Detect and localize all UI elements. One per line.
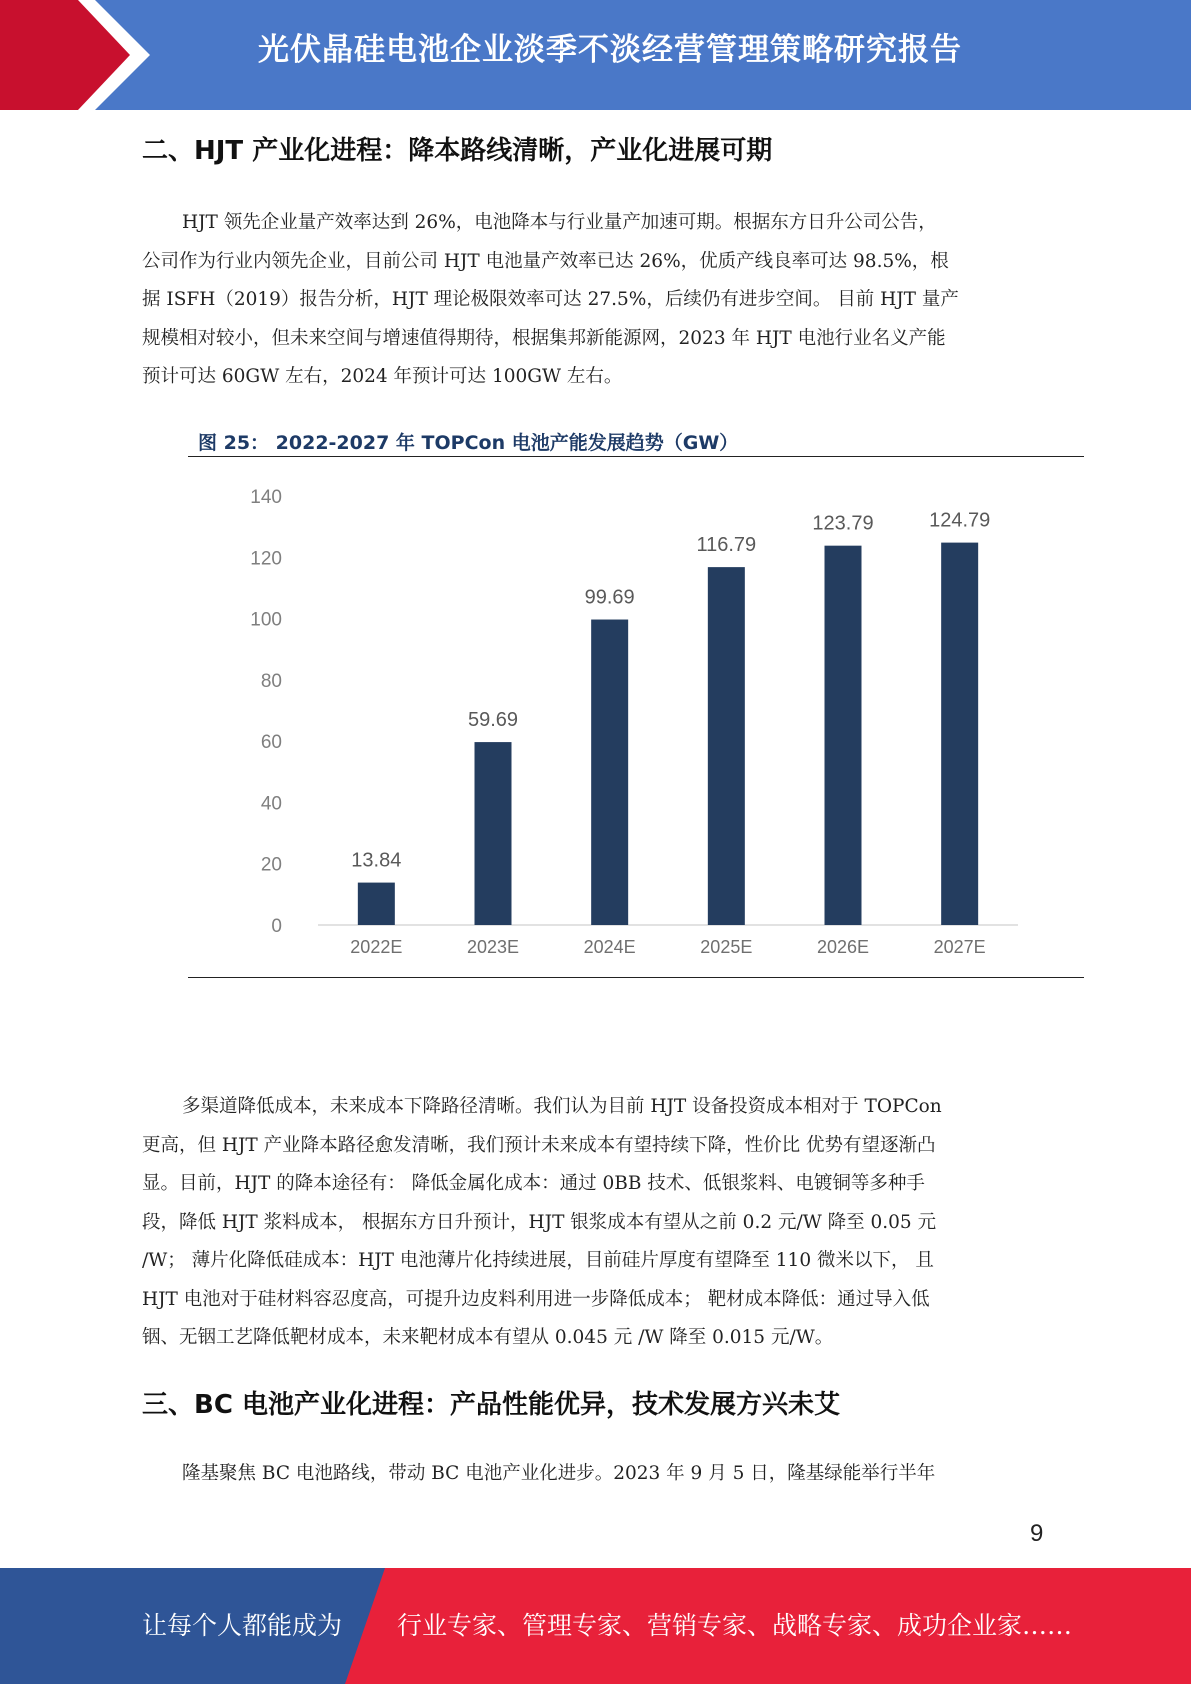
paragraph-line: 更高，但 HJT 产业降本路径愈发清晰，我们预计未来成本有望持续下降，性价比 优势有望逐渐凸 bbox=[142, 1134, 936, 1156]
y-tick-label: 20 bbox=[260, 854, 282, 876]
x-tick-label: 2023E bbox=[466, 937, 520, 957]
bar-2025E bbox=[708, 567, 745, 925]
bar-chart bbox=[188, 470, 1084, 960]
bar-2027E bbox=[941, 543, 978, 925]
bar-2022E bbox=[358, 883, 395, 925]
header-title: 光伏晶硅电池企业淡季不淡经营管理策略研究报告 bbox=[258, 32, 962, 68]
bar-2023E bbox=[475, 742, 512, 925]
data-label: 123.79 bbox=[812, 512, 874, 535]
paragraph-line: HJT 领先企业量产效率达到 26%，电池降本与行业量产加速可期。根据东方日升公司公告， bbox=[182, 212, 937, 233]
footer-slogan-right: 行业专家、管理专家、营销专家、战略专家、成功企业家…… bbox=[397, 1611, 1073, 1640]
paragraph-line: 公司作为行业内领先企业，目前公司 HJT 电池量产效率已达 26%，优质产线良率可达 98.5%，根 bbox=[142, 250, 949, 272]
paragraph-line: 铟、无铟工艺降低靶材成本，未来靶材成本有望从 0.045 元 /W 降至 0.015 元/W。 bbox=[142, 1327, 834, 1348]
data-label: 99.69 bbox=[584, 586, 635, 609]
y-tick-label: 100 bbox=[250, 609, 282, 631]
y-tick-label: 60 bbox=[260, 732, 282, 754]
y-tick-label: 80 bbox=[260, 670, 282, 692]
footer-banner bbox=[0, 1568, 1191, 1684]
bar-2026E bbox=[825, 546, 862, 925]
figure-bottom-rule bbox=[188, 977, 1084, 978]
y-tick-label: 140 bbox=[250, 487, 282, 508]
paragraph-line: 隆基聚焦 BC 电池路线，带动 BC 电池产业化进步。2023 年 9 月 5 日，隆基绿能举行半年 bbox=[182, 1463, 936, 1484]
bc-paragraph bbox=[142, 1455, 1047, 1494]
x-axis-labels bbox=[350, 937, 985, 957]
footer-slogan-left: 让每个人都能成为 bbox=[142, 1611, 343, 1640]
y-axis bbox=[250, 487, 282, 937]
data-label: 13.84 bbox=[351, 849, 402, 872]
cost-reduction-paragraph bbox=[142, 1088, 1047, 1358]
section-heading-bc: 三、BC 电池产业化进程：产品性能优异，技术发展方兴未艾 bbox=[142, 1390, 840, 1420]
paragraph-line: 预计可达 60GW 左右，2024 年预计可达 100GW 左右。 bbox=[142, 366, 623, 387]
y-tick-label: 0 bbox=[271, 916, 282, 937]
data-label: 59.69 bbox=[467, 709, 519, 732]
paragraph-line: 据 ISFH（2019）报告分析，HJT 理论极限效率可达 27.5%，后续仍有进步空间。 目前 HJT 量产 bbox=[142, 289, 959, 310]
paragraph-line: HJT 电池对于硅材料容忍度高，可提升边皮料利用进一步降低成本； 靶材成本降低：通过导入低 bbox=[142, 1288, 930, 1310]
paragraph-line: 规模相对较小，但未来空间与增速值得期待，根据集邦新能源网，2023 年 HJT 电池行业名义产能 bbox=[142, 327, 946, 349]
data-label: 124.79 bbox=[929, 509, 991, 532]
header-banner bbox=[0, 0, 1191, 110]
hjt-paragraph bbox=[142, 204, 1047, 397]
y-tick-label: 120 bbox=[250, 548, 282, 570]
y-tick-label: 40 bbox=[260, 793, 282, 815]
x-tick-label: 2026E bbox=[816, 937, 870, 957]
bar-series bbox=[358, 543, 978, 925]
paragraph-line: 显。目前，HJT 的降本途径有： 降低金属化成本：通过 0BB 技术、低银浆料、电镀铜等多种手 bbox=[142, 1173, 925, 1194]
paragraph-line: 多渠道降低成本，未来成本下降路径清晰。我们认为目前 HJT 设备投资成本相对于 TOPCon bbox=[182, 1096, 942, 1117]
x-tick-label: 2027E bbox=[933, 937, 986, 957]
data-labels bbox=[351, 510, 990, 872]
figure-caption: 图 25： 2022-2027 年 TOPCon 电池产能发展趋势（GW） bbox=[198, 432, 739, 454]
x-tick-label: 2022E bbox=[350, 937, 403, 957]
data-label: 116.79 bbox=[696, 534, 757, 557]
paragraph-line: 段，降低 HJT 浆料成本， 根据东方日升预计，HJT 银浆成本有望从之前 0.2 元/W 降至 0.05 元 bbox=[142, 1211, 937, 1233]
section-heading-hjt: 二、HJT 产业化进程：降本路线清晰，产业化进展可期 bbox=[142, 136, 773, 166]
x-tick-label: 2025E bbox=[700, 937, 753, 957]
paragraph-line: /W； 薄片化降低硅成本：HJT 电池薄片化持续进展，目前硅片厚度有望降至 110 微米以下， 且 bbox=[142, 1250, 934, 1271]
figure-top-rule bbox=[188, 456, 1084, 457]
x-tick-label: 2024E bbox=[583, 937, 636, 957]
page-number: 9 bbox=[1030, 1520, 1044, 1547]
bar-2024E bbox=[591, 620, 628, 925]
